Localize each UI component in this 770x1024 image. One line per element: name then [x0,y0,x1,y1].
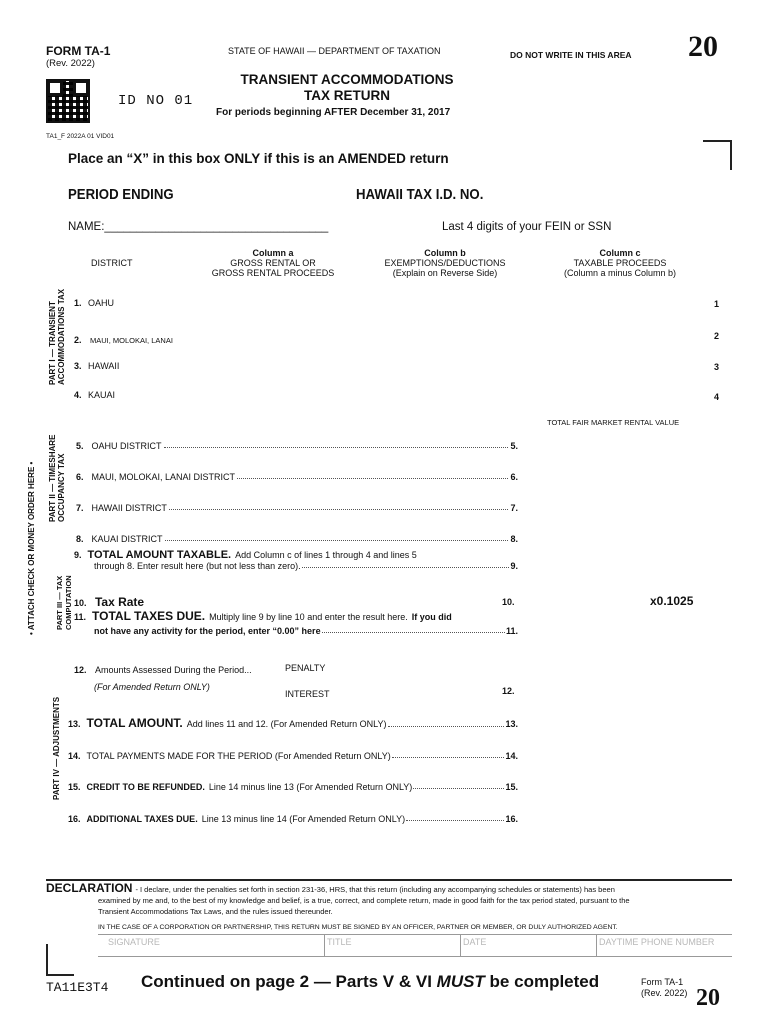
fmv-header: TOTAL FAIR MARKET RENTAL VALUE [547,418,680,427]
column-c-line1: TAXABLE PROCEEDS [573,258,667,268]
line-number: 7. [76,503,84,513]
interest-label: INTEREST [285,689,330,699]
line-11-text: Multiply line 9 by line 10 and enter the result here. [209,612,408,622]
title-label: TITLE [327,937,352,947]
amended-instruction: Place an “X” in this box ONLY if this is an AMENDED return [68,151,449,166]
line-number: 8. [76,534,84,544]
line-number: 5. [76,441,84,451]
line-end-label: 8. [510,534,518,544]
phone-label: DAYTIME PHONE NUMBER [599,937,715,947]
column-b-line1: EXEMPTIONS/DEDUCTIONS [384,258,506,268]
column-a-line2: GROSS RENTAL PROCEEDS [211,268,335,278]
line-end-label: 7. [510,503,518,513]
line-number: 14. [68,751,81,761]
line-number: 10. [74,598,87,608]
line-9-text2: through 8. Enter result here (but not less than zero). [94,561,301,571]
line-13-title: TOTAL AMOUNT. [86,716,183,730]
part1-row [74,390,115,400]
footer-code: TA11E3T4 [46,980,109,995]
part3-label-line1: PART III — TAX [55,575,64,630]
line-14-text: TOTAL PAYMENTS MADE FOR THE PERIOD (For Amended Return ONLY) [86,751,391,761]
district-name: KAUAI [88,390,116,400]
line-10-title: Tax Rate [94,595,145,609]
district-name: MAUI, MOLOKAI, LANAI [89,336,173,345]
line-11-title: TOTAL TAXES DUE. [92,609,206,623]
district-header: DISTRICT [91,258,133,268]
part1-row [74,298,114,308]
line-number: 6. [76,472,84,482]
part3-label [56,575,73,630]
corner-mark-bottom [46,974,74,976]
column-a-title: Column a [252,248,294,258]
line-16 [68,814,518,824]
attach-check-label: • ATTACH CHECK OR MONEY ORDER HERE • [27,461,36,635]
line-end-label: 2 [714,331,720,341]
part2-label [48,435,66,522]
column-b-line2: (Explain on Reverse Side) [392,268,498,278]
line-15-text: Line 14 minus line 13 (For Amended Return ONLY) [208,782,413,792]
form-title-line1: TRANSIENT ACCOMMODATIONS [240,72,454,87]
do-not-write-note: DO NOT WRITE IN THIS AREA [510,50,632,60]
part2-label-line1: PART II — TIMESHARE [48,434,57,522]
line-end-label: 3 [714,362,720,372]
tax-year: 20 [688,30,718,63]
signature-row-top [98,934,732,935]
declaration-text1: - I declare, under the penalties set forth in section 231-36, HRS, that this return (including any accompanying schedules or statements) has been [135,885,615,894]
line-15 [68,782,518,792]
corner-mark-top [703,140,732,142]
continued-post: be completed [484,972,600,991]
divider [324,934,325,956]
line-number: 15. [68,782,81,792]
part2-row [76,472,518,482]
line-end-label: 4 [714,392,720,402]
line-11-bold2: If you did [411,612,452,622]
line-13-text: Add lines 11 and 12. (For Amended Return ONLY) [186,719,387,729]
period-ending-label: PERIOD ENDING [68,186,174,203]
line-number: 9. [74,550,82,560]
line-end-label: 16. [505,814,518,824]
column-c-title: Column c [599,248,641,258]
corner-mark-left [46,944,48,976]
column-c-line2: (Column a minus Column b) [563,268,677,278]
district-name: MAUI, MOLOKAI, LANAI DISTRICT [91,472,236,482]
part4-label: PART IV — ADJUSTMENTS [52,696,61,800]
line-end-label: 15. [505,782,518,792]
part1-label-line1: PART I — TRANSIENT [48,301,57,385]
line-9-text: Add Column c of lines 1 through 4 and lines 5 [235,550,417,560]
part2-row [76,441,518,451]
line-12-text: Amounts Assessed During the Period... [95,665,252,675]
column-a-header [198,248,348,278]
line-end-label: 13. [505,719,518,729]
form-title-line2: TAX RETURN [304,88,390,103]
form-rev: (Rev. 2022) [46,58,95,69]
line-number: 11. [74,612,87,622]
part2-row [76,534,518,544]
date-label: DATE [463,937,487,947]
line-number: 12. [74,665,87,675]
continued-pre: Continued on page 2 — Parts V & VI [141,972,437,991]
form-id: FORM TA-1 [46,44,111,58]
part1-label [48,289,66,385]
form-code: TA1_F 2022A 01 VID01 [46,133,115,140]
district-name: HAWAII DISTRICT [91,503,167,513]
line-number: 3. [74,361,82,371]
line-16-text: Line 13 minus line 14 (For Amended Return ONLY) [201,814,406,824]
column-b-title: Column b [424,248,466,258]
line-end-label: 12. [502,686,515,696]
declaration-rule [46,879,732,881]
corporation-note: IN THE CASE OF A CORPORATION OR PARTNERSHIP, THIS RETURN MUST BE SIGNED BY AN OFFICER, PARTNER OR MEMBER, OR DULY AUTHORIZED AGENT. [98,924,618,931]
district-name: KAUAI DISTRICT [91,534,163,544]
line-end-label: 5. [510,441,518,451]
line-13 [68,716,518,730]
footer-form: Form TA-1 [641,977,684,987]
district-name: HAWAII [88,361,120,371]
line-14 [68,751,518,761]
line-end-label: 14. [505,751,518,761]
line-11-text2: not have any activity for the period, enter “0.00” here [94,626,321,636]
column-b-header [370,248,520,278]
part1-label-line2: ACCOMMODATIONS TAX [57,288,66,385]
continued-note [141,972,599,992]
line-number: 4. [74,390,82,400]
tax-rate-value: x0.1025 [650,594,694,608]
line-number: 1. [74,298,82,308]
line-15-title: CREDIT TO BE REFUNDED. [86,782,205,792]
line-16-title: ADDITIONAL TAXES DUE. [86,814,198,824]
column-c-header [545,248,695,278]
line-12 [74,665,252,675]
declaration-text2: examined by me and, to the best of my knowledge and belief, is a true, correct, and complete return, made in good faith for the tax period stated, pursuant to the [98,896,630,905]
line-end-label: 10. [502,597,515,607]
divider [460,934,461,956]
part3-label-line2: COMPUTATION [63,575,73,630]
line-end-label: 11. [505,626,518,636]
line-end-label: 1 [714,299,720,309]
line-9 [74,549,518,571]
name-field-label: NAME:___________________________________ [68,221,329,233]
signature-label: SIGNATURE [108,937,160,947]
part1-row [74,361,119,371]
part2-label-line2: OCCUPANCY TAX [57,453,66,522]
line-number: 16. [68,814,81,824]
declaration-title: DECLARATION [46,881,133,895]
line-end-label: 9. [510,561,518,571]
periods-note: For periods beginning AFTER December 31, 2017 [216,107,451,118]
footer-rev: (Rev. 2022) [641,988,688,998]
part2-row [76,503,518,513]
corner-mark-right [730,140,732,170]
signature-row-bottom [98,956,732,957]
declaration-block [46,883,732,917]
district-name: OAHU [88,298,115,308]
fein-label: Last 4 digits of your FEIN or SSN [442,221,612,233]
column-a-line1: GROSS RENTAL OR [230,258,316,268]
district-name: OAHU DISTRICT [91,441,162,451]
line-11 [74,609,518,636]
agency-name: STATE OF HAWAII — DEPARTMENT OF TAXATION [228,46,441,56]
footer-year: 20 [696,985,720,1011]
part1-row [74,330,173,348]
id-number: ID NO 01 [118,93,194,109]
divider [596,934,597,956]
continued-must: MUST [436,972,485,991]
line-number: 13. [68,719,81,729]
qr-code [46,79,90,123]
declaration-text3: Transient Accommodations Tax Laws, and the rules issued thereunder. [98,907,333,916]
line-12-sub: (For Amended Return ONLY) [94,682,210,692]
line-9-title: TOTAL AMOUNT TAXABLE. [87,549,232,561]
tax-id-label: HAWAII TAX I.D. NO. [356,186,484,203]
penalty-label: PENALTY [285,663,326,673]
line-end-label: 6. [510,472,518,482]
line-number: 2. [74,335,82,345]
